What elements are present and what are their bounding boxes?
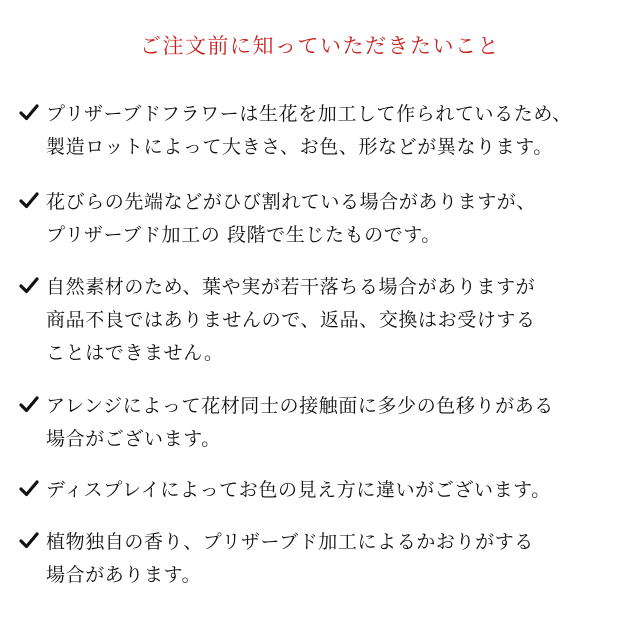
notice-line: 製造ロットによって大きさ、お色、形などが異なります。: [46, 136, 553, 158]
notice-item: [18, 186, 628, 252]
notice-item: [18, 526, 628, 592]
notice-item: [18, 474, 628, 507]
notice-item: [18, 390, 628, 456]
checkmark-icon: [18, 477, 40, 499]
notice-line: 場合があります。: [46, 564, 202, 586]
notice-line: 自然素材のため、葉や実が若干落ちる場合がありますが: [18, 271, 628, 304]
page-title: ご注文前に知っていただきたいこと: [140, 34, 500, 58]
notice-item: [18, 271, 628, 370]
notice-line: プリザーブドフラワーは生花を加工して作られているため、: [18, 98, 628, 131]
checkmark-icon: [18, 529, 40, 551]
notice-line: ディスプレイによってお色の見え方に違いがございます。: [18, 474, 628, 507]
checkmark-icon: [18, 274, 40, 296]
checkmark-icon: [18, 101, 40, 123]
notice-line: 商品不良ではありませんので、返品、交換はお受けする: [46, 309, 536, 331]
checkmark-icon: [18, 189, 40, 211]
checkmark-icon: [18, 393, 40, 415]
notice-line: プリザーブド加工の 段階で生じたものです。: [46, 224, 442, 246]
notice-line: 植物独自の香り、プリザーブド加工によるかおりがする: [18, 526, 628, 559]
notice-line: 場合がございます。: [46, 428, 221, 450]
notice-item: [18, 98, 628, 164]
notice-line: アレンジによって花材同士の接触面に多少の色移りがある: [18, 390, 628, 423]
notice-line: ことはできません。: [46, 342, 224, 364]
notice-line: 花びらの先端などがひび割れている場合がありますが、: [18, 186, 628, 219]
